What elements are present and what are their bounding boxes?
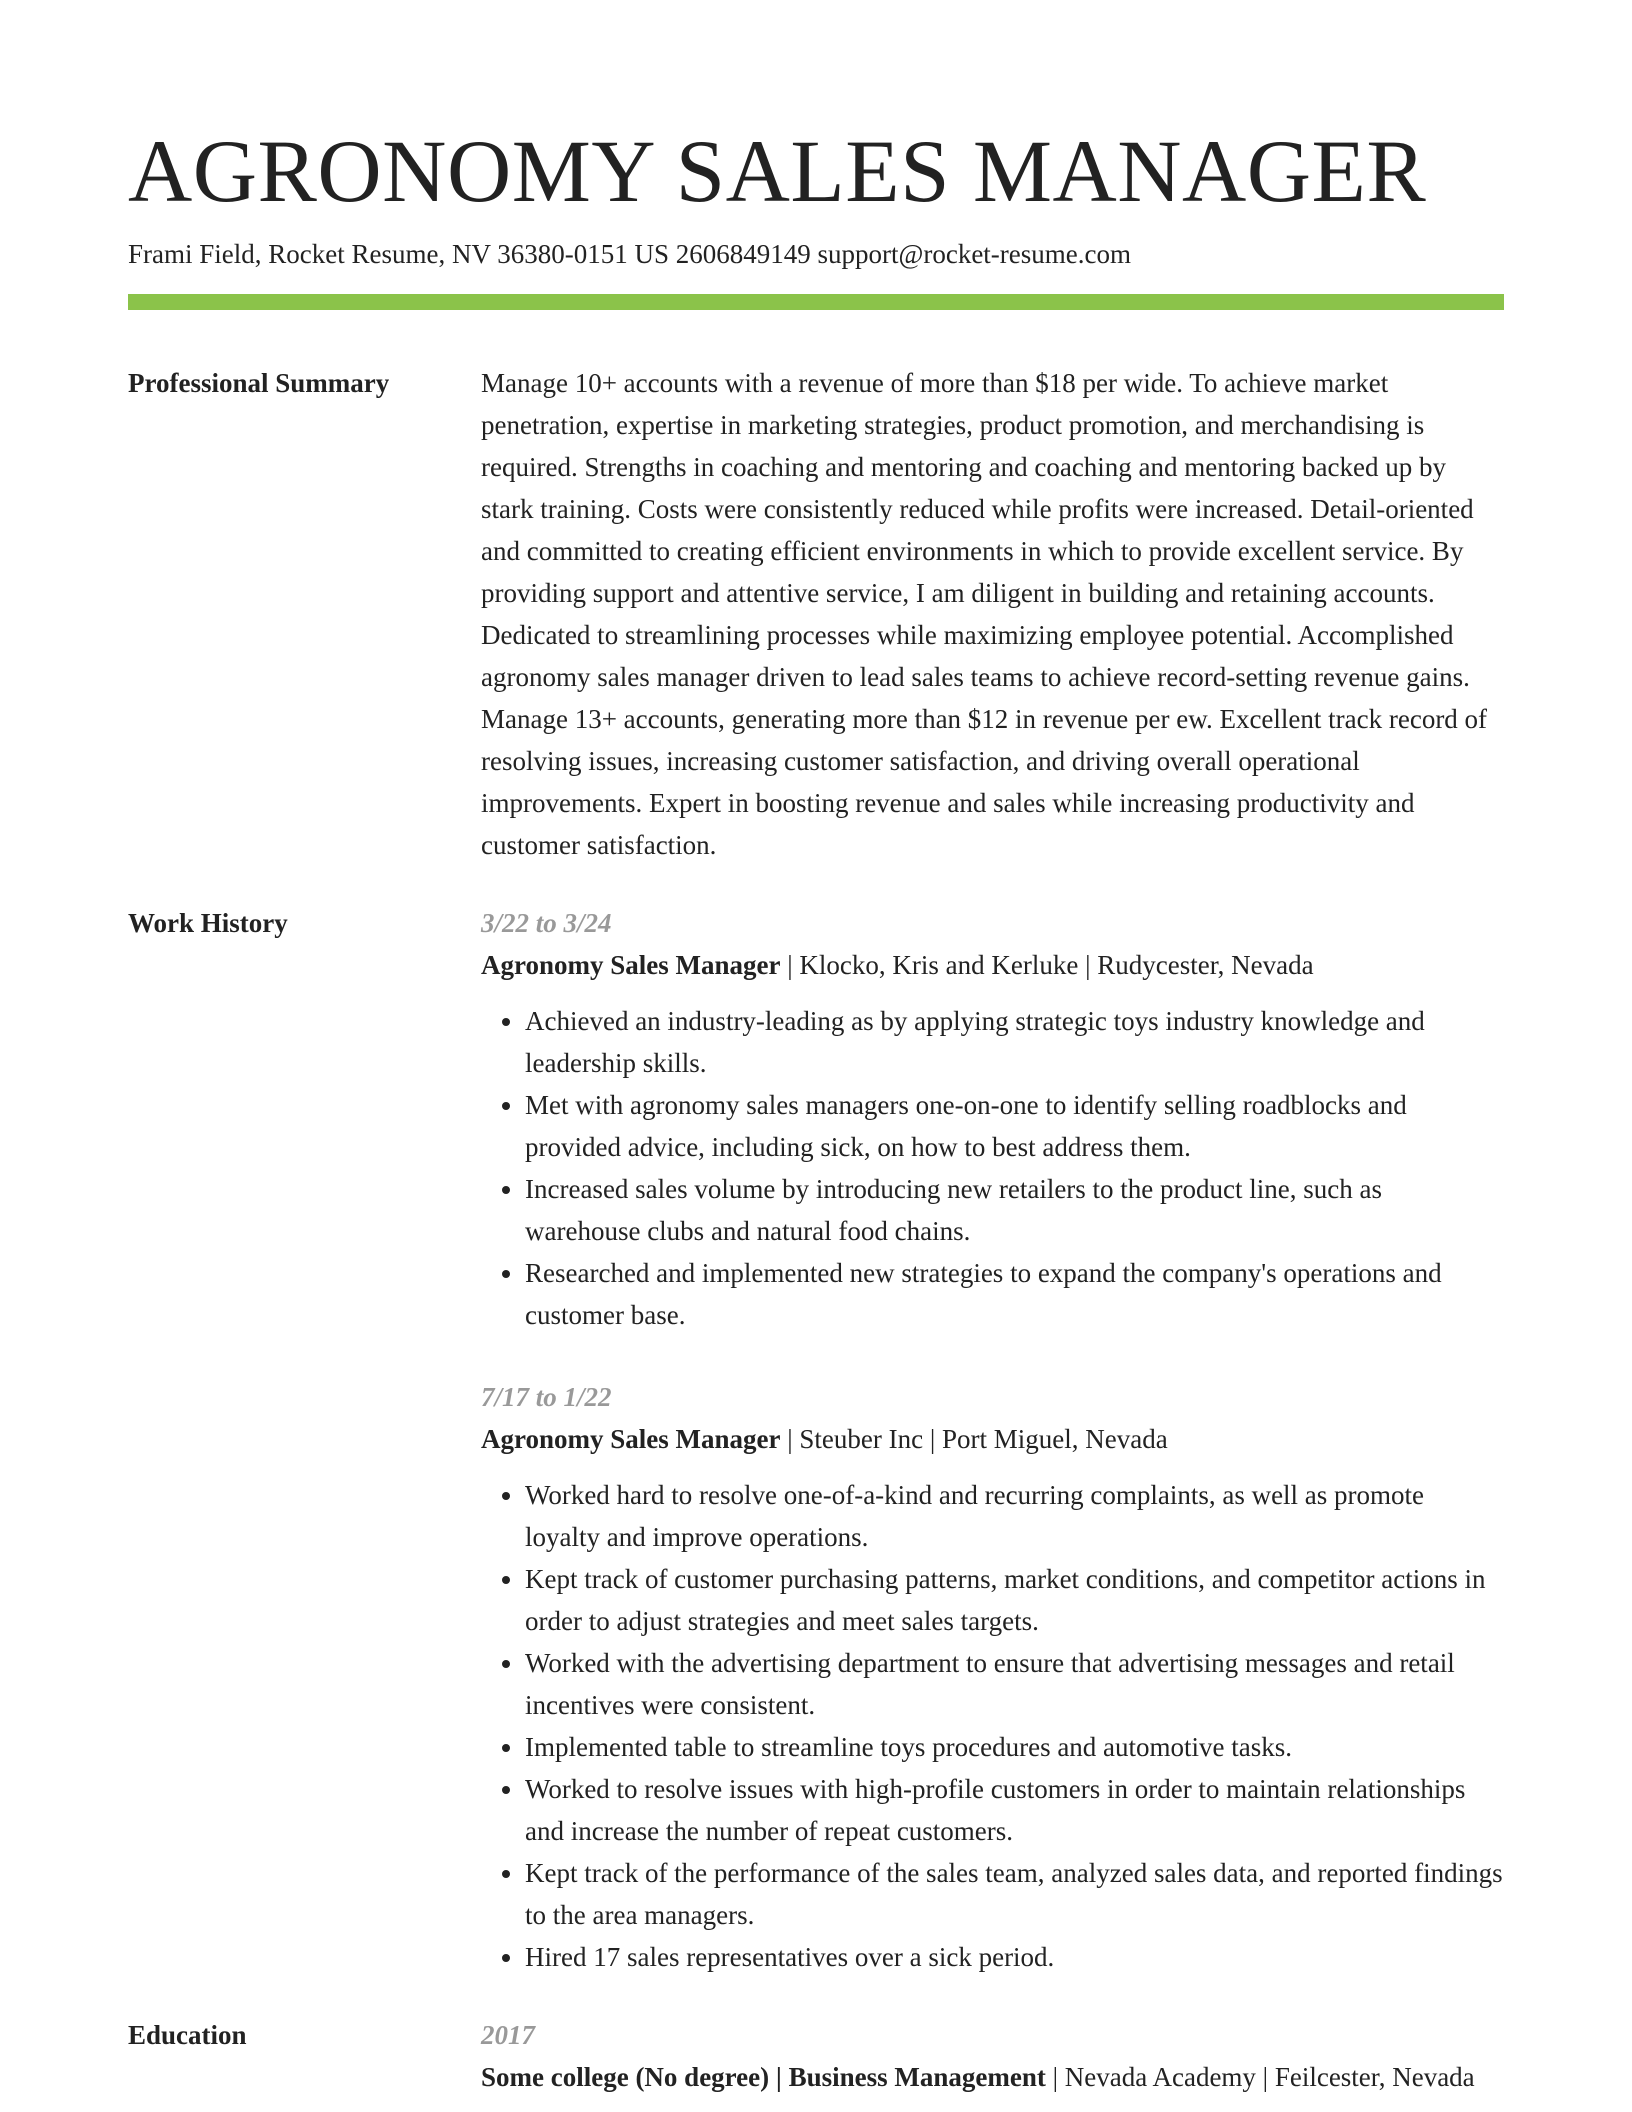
section-title-education: Education xyxy=(128,2020,247,2050)
education-degree: Some college (No degree) | Business Management xyxy=(481,2062,1046,2092)
job-details: | Klocko, Kris and Kerluke | Rudycester, Nevada xyxy=(780,950,1314,980)
list-item: • Increased sales volume by introducing new retailers to the product line, such as warehouse clubs and natural food chains. xyxy=(525,1168,1504,1252)
job-entry xyxy=(481,902,1504,1336)
list-item: • Met with agronomy sales managers one-on-one to identify selling roadblocks and provided advice, including sick, on how to best address them. xyxy=(525,1084,1504,1168)
list-item: • Worked to resolve issues with high-profile customers in order to maintain relationships and increase the number of repeat customers. xyxy=(525,1768,1504,1852)
contact-line: Frami Field, Rocket Resume, NV 36380-0151 US 2606849149 support@rocket-resume.com xyxy=(128,239,1131,269)
list-item: • Implemented table to streamline toys procedures and automotive tasks. xyxy=(525,1726,1504,1768)
list-item: • Hired 17 sales representatives over a sick period. xyxy=(525,1936,1504,1978)
education-section xyxy=(128,2014,1504,2098)
education-dates: 2017 xyxy=(481,2020,535,2050)
education-heading xyxy=(481,2056,1504,2098)
resume-name: AGRONOMY SALES MANAGER xyxy=(128,123,1427,221)
list-item: • Achieved an industry-leading as by applying strategic toys industry knowledge and leadership skills. xyxy=(525,1000,1504,1084)
job-bullets xyxy=(481,1474,1504,1978)
section-title-summary: Professional Summary xyxy=(128,368,390,398)
job-heading xyxy=(481,944,1504,986)
job-title: Agronomy Sales Manager xyxy=(481,950,781,980)
job-title: Agronomy Sales Manager xyxy=(481,1424,781,1454)
job-details: | Steuber Inc | Port Miguel, Nevada xyxy=(780,1424,1168,1454)
work-history-body xyxy=(481,902,1504,1978)
list-item: • Kept track of customer purchasing patterns, market conditions, and competitor actions in order to adjust strategies and meet sales targets. xyxy=(525,1558,1504,1642)
summary-body xyxy=(481,362,1504,866)
list-item: • Researched and implemented new strategies to expand the company's operations and customer base. xyxy=(525,1252,1504,1336)
summary-text: Manage 10+ accounts with a revenue of more than $18 per wide. To achieve market penetration, expertise in marketing strategies, product promotion, and merchandising is required. Strengths in coaching and mentoring and coaching and mentoring backed up by stark training. Costs were consistently reduced while profits were increased. Detail-oriented and committed to creating efficient environments in which to provide excellent service. By providing support and attentive service, I am diligent in building and retaining accounts. Dedicated to streamlining processes while maximizing employee potential. Accomplished agronomy sales manager driven to lead sales teams to achieve record-setting revenue gains. Manage 13+ accounts, generating more than $12 in revenue per ew. Excellent track record of resolving issues, increasing customer satisfaction, and driving overall operational improvements. Expert in boosting revenue and sales while increasing productivity and customer satisfaction. xyxy=(481,368,1488,860)
list-item: • Kept track of the performance of the sales team, analyzed sales data, and reported findings to the area managers. xyxy=(525,1852,1504,1936)
section-title-work-history: Work History xyxy=(128,908,288,938)
summary-section xyxy=(128,362,1504,866)
header-divider xyxy=(128,294,1504,310)
education-body xyxy=(481,2014,1504,2098)
job-dates: 3/22 to 3/24 xyxy=(481,908,612,938)
work-history-section xyxy=(128,902,1504,1978)
job-entry xyxy=(481,1376,1504,1978)
job-heading xyxy=(481,1418,1504,1460)
list-item: • Worked hard to resolve one-of-a-kind and recurring complaints, as well as promote loyalty and improve operations. xyxy=(525,1474,1504,1558)
job-bullets xyxy=(481,1000,1504,1336)
education-details: | Nevada Academy | Feilcester, Nevada xyxy=(1045,2062,1475,2092)
list-item: • Worked with the advertising department to ensure that advertising messages and retail incentives were consistent. xyxy=(525,1642,1504,1726)
job-dates: 7/17 to 1/22 xyxy=(481,1382,612,1412)
